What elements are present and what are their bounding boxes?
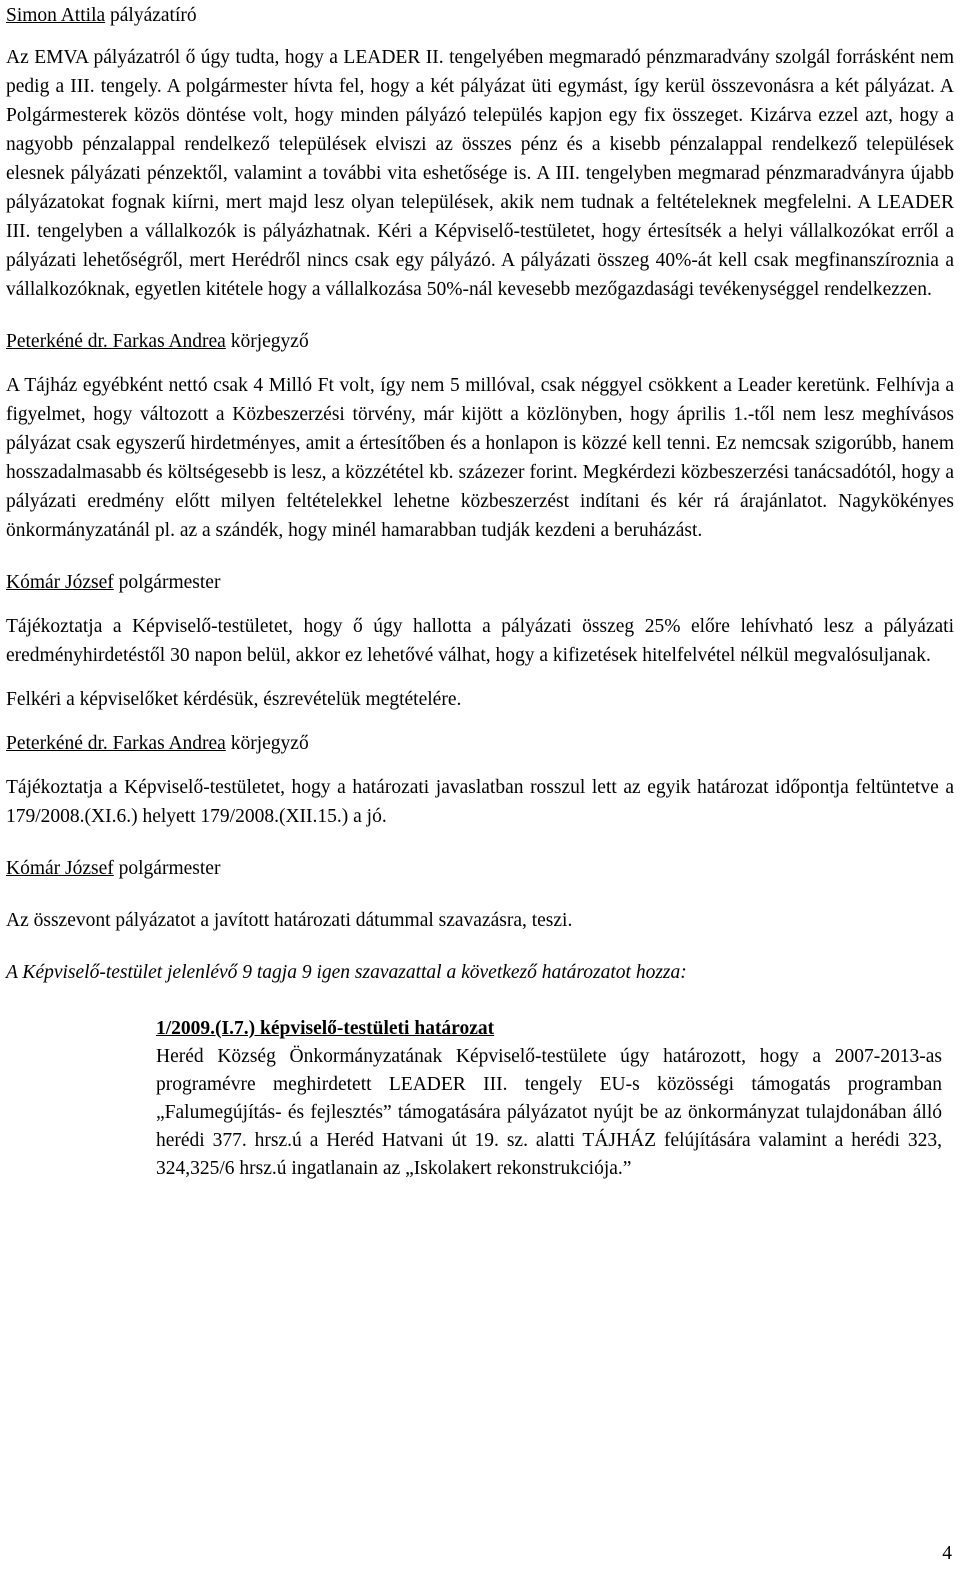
- paragraph: Felkéri a képviselőket kérdésük, észrevételük megtételére.: [6, 689, 462, 710]
- speaker-line: [6, 1, 954, 30]
- speaker-name: Simon Attila: [6, 5, 106, 26]
- speaker-role: körjegyző: [225, 331, 309, 352]
- resolution-title: 1/2009.(I.7.) képviselő-testületi határozat: [156, 1018, 495, 1039]
- speaker-name: Peterkéné dr. Farkas Andrea: [6, 733, 226, 754]
- resolution-text: Heréd Község Önkormányzatának Képviselő-testülete úgy határozott, hogy a 2007-2013-as programévre meghirdetett LEADER III. tengely EU-s közösségi támogatás programban „Falumegújítás- és fejlesztés” támogatására pályázatot nyújt be az önkormányzat tulajdonában álló herédi 377. hrsz.ú a Heréd Hatvani út 19. sz. alatti TÁJHÁZ felújítására valamint a herédi 323, 324,325/6 hrsz.ú ingatlanain az „Iskolakert rekonstrukciója.”: [156, 1046, 942, 1179]
- paragraph: Tájékoztatja a Képviselő-testületet, hogy a határozati javaslatban rosszul lett az egyik határozat időpontja feltüntetve a 179/2008.(XI.6.) helyett 179/2008.(XII.15.) a jó.: [6, 777, 954, 827]
- speaker-role: körjegyző: [225, 733, 309, 754]
- speaker-role: polgármester: [113, 858, 221, 879]
- speaker-name: Kómár József: [6, 572, 114, 593]
- vote-statement: A Képviselő-testület jelenlévő 9 tagja 9 igen szavazattal a következő határozatot hozza:: [6, 962, 687, 983]
- speaker-line: [6, 854, 954, 883]
- document-page: [6, 0, 954, 1183]
- speaker-role: polgármester: [113, 572, 221, 593]
- speaker-role: pályázatíró: [105, 5, 197, 26]
- speaker-line: [6, 729, 954, 758]
- speaker-name: Kómár József: [6, 858, 114, 879]
- resolution-block: [156, 1014, 942, 1183]
- paragraph: Tájékoztatja a Képviselő-testületet, hogy ő úgy hallotta a pályázati összeg 25% előre lehívható lesz a pályázati eredményhirdetéstől 30 napon belül, akkor ez lehetővé válhat, hogy a kifizetések hitelfelvétel nélkül megvalósuljanak.: [6, 616, 954, 666]
- paragraph: Az EMVA pályázatról ő úgy tudta, hogy a LEADER II. tengelyében megmaradó pénzmaradvány szolgál forrásként nem pedig a III. tengely. A polgármester hívta fel, hogy a két pályázat üti egymást, így kerül összevonásra a két pályázat. A Polgármesterek közös döntése volt, hogy minden pályázó település kapjon egy fix összeget. Kizárva ezzel azt, hogy a nagyobb pénzalappal rendelkező települések elviszi az összes pénz és a kisebb pénzalappal rendelkező települések elesnek pályázati pénzektől, valamint a további vita eshetősége is. A III. tengelyben megmarad pénzmaradványra újabb pályázatokat fognak kiírni, mert majd lesz olyan települések, akik nem tudnak a feltételeknek megfelelni. A LEADER III. tengelyben a vállalkozók is pályázhatnak. Kéri a Képviselő-testületet, hogy értesítsék a helyi vállalkozókat erről a pályázati lehetőségről, mert Herédről nincs csak egy pályázó. A pályázati összeg 40%-át kell csak megfinanszíroznia a vállalkozóknak, egyetlen kitétele hogy a vállalkozása 50%-nál kevesebb mezőgazdasági tevékenységgel rendelkezzen.: [6, 47, 954, 300]
- speaker-name: Peterkéné dr. Farkas Andrea: [6, 331, 226, 352]
- speaker-line: [6, 327, 954, 356]
- paragraph: Az összevont pályázatot a javított határozati dátummal szavazásra, teszi.: [6, 910, 573, 931]
- speaker-line: [6, 568, 954, 597]
- paragraph: A Tájház egyébként nettó csak 4 Milló Ft volt, így nem 5 millóval, csak néggyel csökkent a Leader keretünk. Felhívja a figyelmet, hogy változott a Közbeszerzési törvény, már kijött a közlönyben, hogy április 1.-től nem lesz meghívásos pályázat csak egyszerű hirdetményes, amit a értesítőben és a honlapon is közzé kell tenni. Ez nemcsak szigorúbb, hanem hosszadalmasabb és költségesebb is lesz, a közzététel kb. százezer forint. Megkérdezi közbeszerzési tanácsadótól, hogy a pályázati eredmény előtt milyen feltételekkel lehetne közbeszerzést indítani és kér rá árajánlatot. Nagykökényes önkormányzatánál pl. az a szándék, hogy minél hamarabban tudják kezdeni a beruházást.: [6, 375, 954, 541]
- page-number: 4: [942, 1543, 952, 1564]
